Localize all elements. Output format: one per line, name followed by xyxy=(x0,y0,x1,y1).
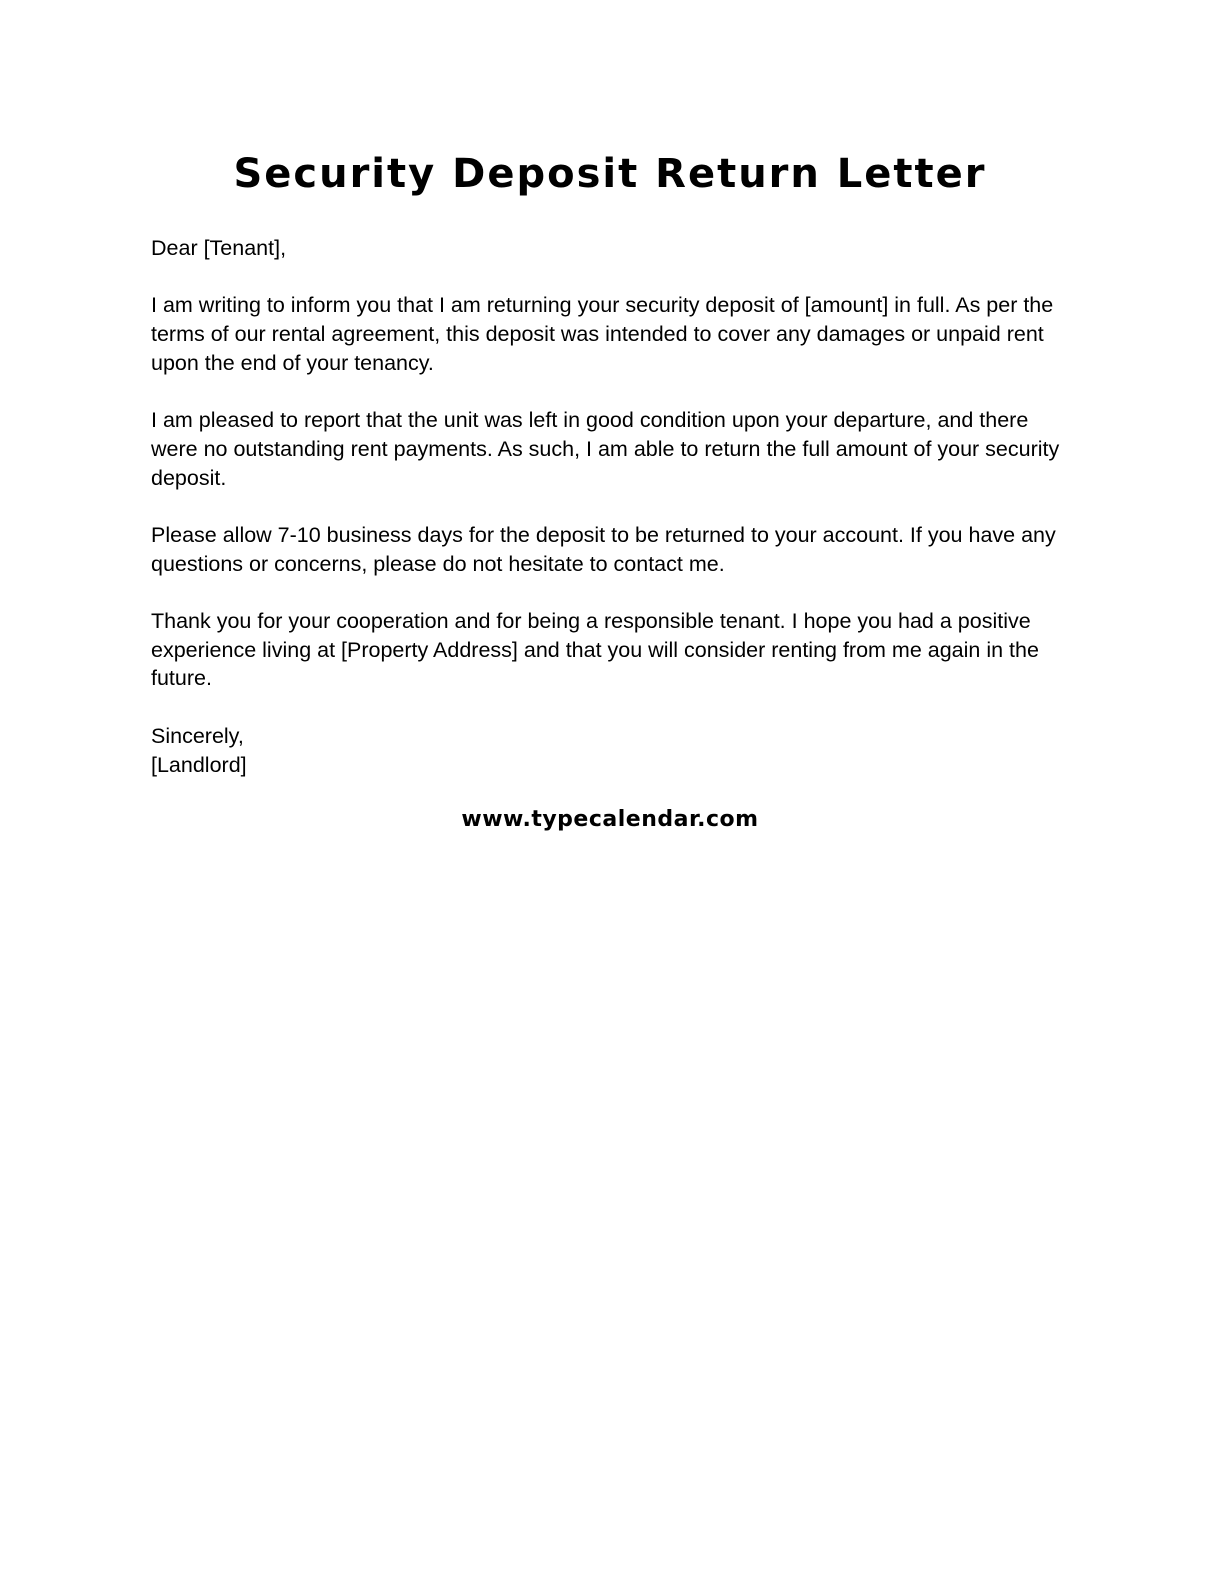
letter-body xyxy=(151,234,1076,779)
paragraph-2: I am pleased to report that the unit was left in good condition upon your departure, and there were no outstanding rent payments. As such, I am able to return the full amount of your security deposit. xyxy=(151,408,1060,490)
paragraph-3: Please allow 7-10 business days for the deposit to be returned to your account. If you have any questions or concerns, please do not hesitate to contact me. xyxy=(151,522,1056,576)
closing: Sincerely, xyxy=(151,723,244,748)
signature: [Landlord] xyxy=(151,752,247,777)
footer-url: www.typecalendar.com xyxy=(461,807,759,832)
paragraph-4: Thank you for your cooperation and for being a responsible tenant. I hope you had a positive experience living at [Property Address] and that you will consider renting from me again in the future. xyxy=(151,609,1039,691)
document-title: Security Deposit Return Letter xyxy=(233,151,987,197)
paragraph-1: I am writing to inform you that I am returning your security deposit of [amount] in full. As per the terms of our rental agreement, this deposit was intended to cover any damages or unpaid rent upon the end of your tenancy. xyxy=(151,293,1054,375)
salutation: Dear [Tenant], xyxy=(151,236,287,260)
